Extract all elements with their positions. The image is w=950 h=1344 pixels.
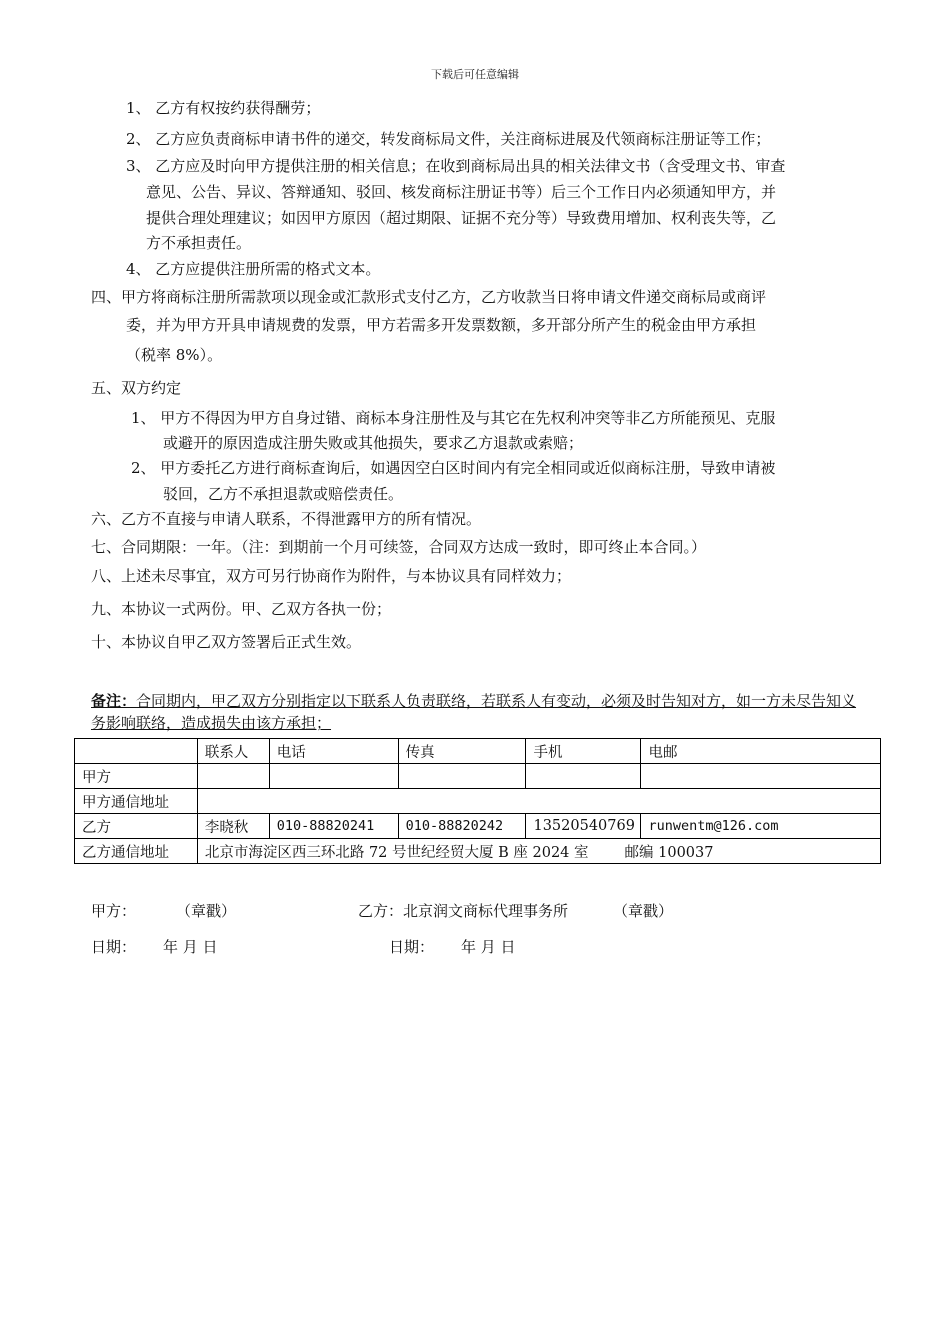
party-b-phone: 010-88820241: [269, 814, 398, 839]
clause-6: 六、乙方不直接与申请人联系，不得泄露甲方的所有情况。: [91, 510, 482, 528]
party-a-address-label: 甲方通信地址: [75, 789, 198, 814]
table-header-cell: 手机: [526, 739, 641, 764]
remark-label: 备注：: [91, 692, 137, 710]
clause-4-line2: 委，并为甲方开具申请规费的发票，甲方若需多开发票数额，多开部分所产生的税金由甲方承担: [126, 316, 757, 334]
party-b-seal: （章戳）: [613, 902, 674, 920]
clause-3-3-line2: 意见、公告、异议、答辩通知、驳回、核发商标注册证书等）后三个工作日内必须通知甲方，并: [146, 183, 777, 201]
party-b-contact: 李晓秋: [197, 814, 269, 839]
clause-5-2-line2: 驳回，乙方不承担退款或赔偿责任。: [163, 485, 404, 503]
party-b-address-cell: [197, 839, 880, 864]
party-b-email: runwentm@126.com: [641, 814, 881, 839]
party-b-signature-label: 乙方：北京润文商标代理事务所: [358, 902, 569, 920]
table-header-cell: 电话: [269, 739, 398, 764]
contacts-table: [74, 738, 881, 864]
party-a-seal: （章戳）: [176, 902, 237, 920]
remark-paragraph: [91, 690, 861, 734]
clause-7: 七、合同期限：一年。（注：到期前一个月可续签，合同双方达成一致时，即可终止本合同。）: [91, 538, 707, 556]
clause-4-line3: （税率 8%）。: [126, 346, 223, 364]
table-row-party-a-address: [75, 789, 881, 814]
party-a-fax-cell: [398, 764, 526, 789]
page-header: 下载后可任意编辑: [431, 68, 519, 81]
clause-3-3-line3: 提供合理处理建议；如因甲方原因（超过期限、证据不充分等）导致费用增加、权利丧失等，乙: [146, 209, 777, 227]
clause-3-2: 2、 乙方应负责商标申请书件的递交，转发商标局文件，关注商标进展及代领商标注册证等工作；: [126, 130, 771, 148]
clause-9: 九、本协议一式两份。甲、乙双方各执一份；: [91, 600, 392, 618]
clause-10: 十、本协议自甲乙双方签署后正式生效。: [91, 633, 362, 651]
table-row-party-a: [75, 764, 881, 789]
table-header-cell: [75, 739, 198, 764]
clause-5-1-line2: 或避开的原因造成注册失败或其他损失，要求乙方退款或索赔；: [163, 434, 584, 452]
date-label-a: 日期：: [91, 938, 137, 956]
date-label-b: 日期：: [389, 938, 435, 956]
clause-3-3-line4: 方不承担责任。: [146, 234, 252, 252]
clause-5-1-line1: 1、 甲方不得因为甲方自身过错、商标本身注册性及与其它在先权利冲突等非乙方所能预见、克服: [131, 409, 776, 427]
party-a-phone-cell: [269, 764, 398, 789]
table-header-cell: 联系人: [197, 739, 269, 764]
remark-text: 合同期内，甲乙双方分别指定以下联系人负责联络，若联系人有变动，必须及时告知对方，如一方未尽告知义务影响联络，造成损失由该方承担；: [91, 692, 857, 732]
clause-5-title: 五、双方约定: [91, 379, 182, 397]
party-a-contact-cell: [197, 764, 269, 789]
party-b-address-label: 乙方通信地址: [75, 839, 198, 864]
table-row-party-b-address: [75, 839, 881, 864]
party-a-mobile-cell: [526, 764, 641, 789]
clause-3-4: 4、 乙方应提供注册所需的格式文本。: [126, 260, 381, 278]
clause-4-line1: 四、甲方将商标注册所需款项以现金或汇款形式支付乙方，乙方收款当日将申请文件递交商标局或商评: [91, 288, 767, 306]
table-row-party-b: [75, 814, 881, 839]
date-value-b: 年 月 日: [461, 938, 516, 956]
clause-8: 八、上述未尽事宜，双方可另行协商作为附件，与本协议具有同样效力；: [91, 567, 572, 585]
table-header-cell: 传真: [398, 739, 526, 764]
party-b-fax: 010-88820242: [398, 814, 526, 839]
party-a-label: 甲方: [75, 764, 198, 789]
party-a-email-cell: [641, 764, 881, 789]
clause-3-3-line1: 3、 乙方应及时向甲方提供注册的相关信息；在收到商标局出具的相关法律文书（含受理文书、审查: [126, 157, 786, 175]
party-b-postcode: 邮编 100037: [624, 844, 714, 861]
clause-3-1: 1、 乙方有权按约获得酬劳；: [126, 99, 321, 117]
party-b-mobile: 13520540769: [526, 814, 641, 839]
party-b-label: 乙方: [75, 814, 198, 839]
table-header-row: [75, 739, 881, 764]
party-a-address-cell: [197, 789, 880, 814]
party-a-signature-label: 甲方：: [91, 902, 137, 920]
table-header-cell: 电邮: [641, 739, 881, 764]
party-b-address: 北京市海淀区西三环北路 72 号世纪经贸大厦 B 座 2024 室: [204, 844, 589, 861]
date-value-a: 年 月 日: [163, 938, 218, 956]
clause-5-2-line1: 2、 甲方委托乙方进行商标查询后，如遇因空白区时间内有完全相同或近似商标注册，导致申请被: [131, 459, 776, 477]
